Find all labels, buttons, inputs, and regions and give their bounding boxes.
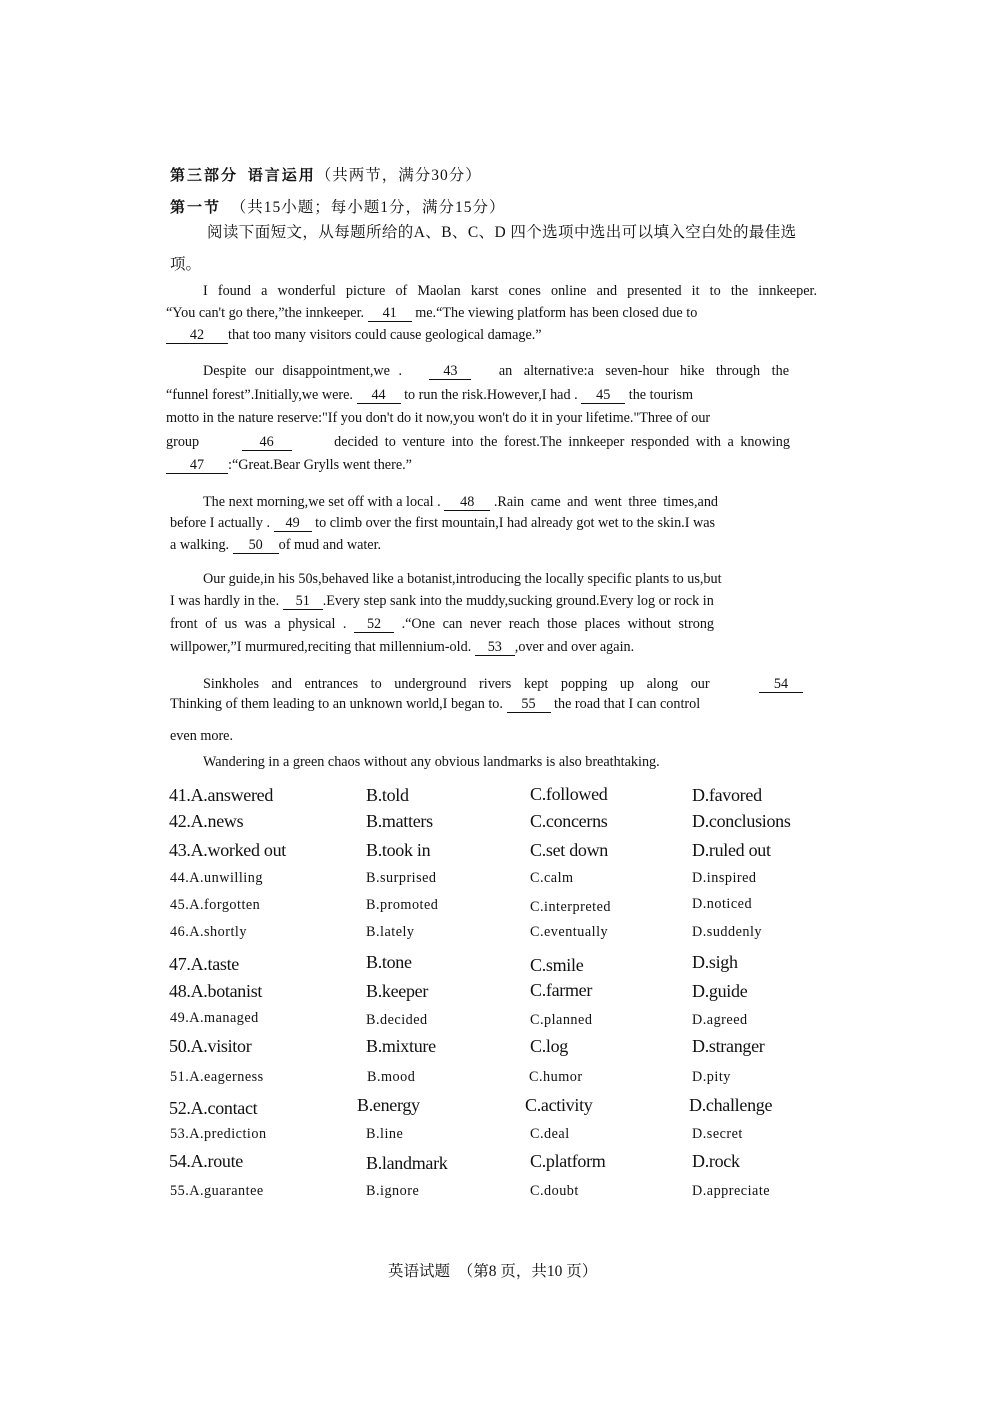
p3-line-1: The next morning,we set off with a local . 48 .Rain came and went three times,and — [203, 494, 719, 510]
option-44-d: D.inspired — [692, 870, 757, 886]
section-title: 第一节 — [170, 198, 222, 216]
option-55-b: B.ignore — [366, 1183, 420, 1199]
p5-line-1: Sinkholes and entrances to underground rivers kept popping up along our 54 — [203, 676, 803, 693]
option-43-b: B.took in — [366, 840, 431, 860]
directions-line-2: 项。 — [170, 256, 202, 273]
option-45-b: B.promoted — [366, 897, 439, 913]
option-42-d: D.conclusions — [692, 811, 791, 831]
option-50-c: C.log — [530, 1036, 569, 1056]
option-55-c: C.doubt — [530, 1183, 579, 1199]
option-51-d: D.pity — [692, 1069, 731, 1085]
p2-line-1: Despite our disappointment,we . 43 an alternative:a seven-hour hike through the — [203, 363, 789, 379]
option-43-c: C.set down — [530, 840, 609, 860]
p2-line-4: group 46 decided to venture into the forest.The innkeeper responded with a knowing — [166, 434, 790, 450]
part-title: 第三部分 — [170, 166, 239, 184]
blank-41: 41 — [368, 305, 412, 322]
option-45-c: C.interpreted — [530, 899, 611, 915]
option-48-b: B.keeper — [366, 981, 429, 1001]
blank-55: 55 — [507, 696, 551, 713]
option-52-c: C.activity — [525, 1095, 593, 1115]
option-41-c: C.followed — [530, 784, 608, 804]
p5-line-3: even more. — [170, 728, 234, 744]
option-54-b: B.landmark — [366, 1153, 448, 1173]
p1-line-2: “You can't go there,”the innkeeper. 41 me.“The viewing platform has been closed due to — [166, 305, 698, 321]
section-heading — [170, 195, 506, 217]
option-47-c: C.smile — [530, 955, 584, 975]
option-45-a: 45.A.forgotten — [170, 897, 261, 913]
p4-line-1: Our guide,in his 50s,behaved like a botanist,introducing the locally specific plants to us,but — [203, 571, 722, 587]
option-53-b: B.line — [366, 1126, 404, 1142]
option-51-b: B.mood — [367, 1069, 416, 1085]
option-46-a: 46.A.shortly — [170, 924, 247, 940]
option-42-c: C.concerns — [530, 811, 608, 831]
blank-46: 46 — [242, 434, 292, 451]
option-41-b: B.told — [366, 785, 409, 805]
directions-line-1: 阅读下面短文，从每题所给的A、B、C、D 四个选项中选出可以填入空白处的最佳选 — [207, 224, 797, 241]
blank-52: 52 — [354, 616, 394, 633]
p4-line-3: front of us was a physical . 52 .“One can never reach those places without strong — [170, 616, 715, 632]
option-44-b: B.surprised — [366, 870, 437, 886]
page-footer — [388, 1259, 597, 1281]
footer-page-number: （第8 页，共10 页） — [457, 1263, 598, 1280]
p4-line-4: willpower,”I murmured,reciting that millennium-old. 53 ,over and over again. — [170, 639, 635, 655]
blank-47: 47 — [166, 457, 228, 474]
option-49-d: D.agreed — [692, 1012, 748, 1028]
p4-line-2: I was hardly in the. 51 .Every step sank into the muddy,sucking ground.Every log or rock in — [170, 593, 714, 609]
p1-line-3: 42 that too many visitors could cause geological damage.” — [166, 327, 542, 344]
option-44-c: C.calm — [530, 870, 574, 886]
part-heading — [170, 163, 482, 185]
blank-45: 45 — [581, 387, 625, 404]
option-53-d: D.secret — [692, 1126, 743, 1142]
option-49-a: 49.A.managed — [170, 1010, 259, 1026]
option-43-a: 43.A.worked out — [169, 840, 286, 860]
p2-line-2: “funnel forest”.Initially,we were. 44 to run the risk.However,I had . 45 the tourism — [166, 387, 693, 403]
option-54-d: D.rock — [692, 1151, 740, 1171]
blank-50: 50 — [233, 537, 279, 554]
blank-54: 54 — [759, 676, 803, 693]
option-44-a: 44.A.unwilling — [170, 870, 263, 886]
option-54-c: C.platform — [530, 1151, 606, 1171]
option-45-d: D.noticed — [692, 896, 753, 912]
option-50-d: D.stranger — [692, 1036, 765, 1056]
option-50-b: B.mixture — [366, 1036, 436, 1056]
option-55-a: 55.A.guarantee — [170, 1183, 264, 1199]
blank-42: 42 — [166, 327, 228, 344]
option-55-d: D.appreciate — [692, 1183, 771, 1199]
option-47-b: B.tone — [366, 952, 412, 972]
option-48-d: D.guide — [692, 981, 748, 1001]
option-52-b: B.energy — [357, 1095, 420, 1115]
option-41-a: 41.A.answered — [169, 785, 274, 805]
p2-line-3: motto in the nature reserve:"If you don't do it now,you won't do it in your lifetime."Three of our — [166, 410, 711, 426]
option-53-a: 53.A.prediction — [170, 1126, 267, 1142]
option-46-b: B.lately — [366, 924, 415, 940]
option-49-b: B.decided — [366, 1012, 428, 1028]
option-54-a: 54.A.route — [169, 1151, 243, 1171]
option-53-c: C.deal — [530, 1126, 570, 1142]
p3-line-2: before I actually . 49 to climb over the first mountain,I had already got wet to the skin.I was — [170, 515, 716, 531]
footer-title: 英语试题 — [388, 1263, 451, 1280]
option-48-c: C.farmer — [530, 980, 593, 1000]
option-41-d: D.favored — [692, 785, 762, 805]
option-49-c: C.planned — [530, 1012, 593, 1028]
blank-43: 43 — [429, 363, 471, 380]
part-name: 语言运用 — [247, 166, 316, 184]
blank-53: 53 — [475, 639, 515, 656]
option-46-c: C.eventually — [530, 924, 609, 940]
p3-line-3: a walking. 50 of mud and water. — [170, 537, 382, 553]
blank-51: 51 — [283, 593, 323, 610]
part-note: （共两节，满分30分） — [315, 167, 482, 184]
option-47-a: 47.A.taste — [169, 954, 239, 974]
option-51-a: 51.A.eagerness — [170, 1069, 264, 1085]
option-52-a: 52.A.contact — [169, 1098, 258, 1118]
option-51-c: C.humor — [529, 1069, 583, 1085]
blank-44: 44 — [357, 387, 401, 404]
p1-line-1: I found a wonderful picture of Maolan karst cones online and presented it to the innkeeper. — [203, 283, 817, 299]
p5-line-2: Thinking of them leading to an unknown world,I began to. 55 the road that I can control — [170, 696, 701, 712]
section-note: （共15小题；每小题1分，满分15分） — [230, 199, 506, 216]
option-47-d: D.sigh — [692, 952, 738, 972]
option-43-d: D.ruled out — [692, 840, 771, 860]
option-42-b: B.matters — [366, 811, 433, 831]
passage-paragraph-6: Wandering in a green chaos without any obvious landmarks is also breathtaking. — [203, 754, 660, 770]
option-42-a: 42.A.news — [169, 811, 244, 831]
option-46-d: D.suddenly — [692, 924, 763, 940]
option-50-a: 50.A.visitor — [169, 1036, 252, 1056]
blank-48: 48 — [444, 494, 490, 511]
p2-line-5: 47 :“Great.Bear Grylls went there.” — [166, 457, 412, 474]
option-48-a: 48.A.botanist — [169, 981, 263, 1001]
option-52-d: D.challenge — [689, 1095, 773, 1115]
blank-49: 49 — [274, 515, 312, 532]
